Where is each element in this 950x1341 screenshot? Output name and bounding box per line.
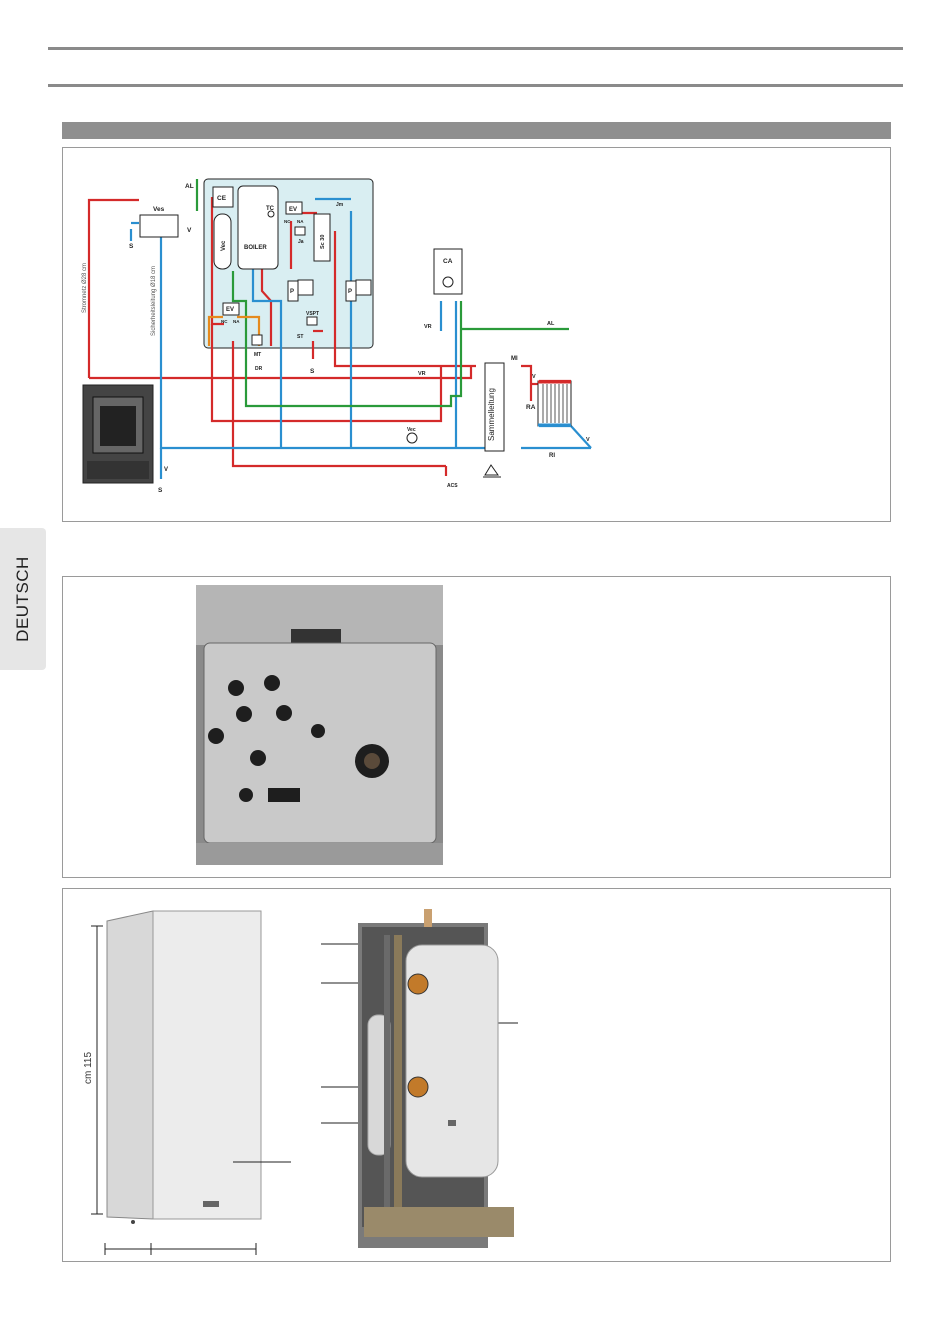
label-mt: MT: [254, 352, 262, 358]
header-rule-top: [48, 47, 903, 50]
label-dr: DR: [255, 366, 263, 372]
label-jm: Jm: [336, 202, 344, 208]
language-tab-label: DEUTSCH: [13, 556, 32, 642]
label-sc30: Sc 30: [320, 234, 326, 249]
label-st: ST: [297, 334, 304, 340]
stove-icon: [83, 385, 153, 483]
label-acs: ACS: [447, 483, 458, 489]
hydraulic-diagram-panel: [62, 147, 891, 522]
label-vr-bottom: VR: [418, 371, 426, 377]
label-tc: TC: [266, 206, 274, 212]
label-ja: Ja: [298, 239, 304, 245]
ja-box: [295, 227, 305, 235]
label-boiler: BOILER: [244, 245, 267, 251]
boiler-tank: [238, 186, 278, 269]
hydraulic-diagram: [63, 148, 890, 521]
label-na-top: NA: [297, 219, 304, 224]
label-sicherheitsleitung: Sicherheitsleitung Ø18 cm: [151, 265, 157, 336]
label-al-top: AL: [185, 183, 194, 190]
pump-right-coil: [356, 280, 371, 295]
label-nc-top: NC: [284, 219, 291, 224]
label-ra: RA: [526, 404, 536, 411]
section-band: [62, 122, 891, 139]
label-ca: CA: [443, 258, 453, 265]
mt-valve: [252, 335, 262, 345]
header-rule-bottom: [48, 84, 903, 87]
label-vec-tank: Vec: [221, 240, 227, 251]
ca-pump-icon: [443, 277, 453, 287]
label-nc-bottom: NC: [221, 319, 228, 324]
label-v-bottom: V: [164, 467, 169, 473]
label-vec-bottom: Vec: [407, 427, 416, 433]
radiator-icon: [538, 381, 571, 426]
label-s-top: S: [129, 243, 134, 250]
label-ev-bottom: EV: [226, 307, 235, 313]
label-stromnetz: Stromnetz Ø28 cm: [82, 262, 88, 313]
unit-photos-panel: [62, 888, 891, 1262]
label-vspt: VSPT: [306, 311, 320, 317]
label-vr-top: VR: [424, 324, 432, 330]
label-ev-top: EV: [289, 207, 298, 213]
label-ri: RI: [549, 453, 555, 459]
label-v-mi: V: [532, 374, 536, 380]
vspt-valve: [307, 317, 317, 325]
vec-gauge-icon: [407, 433, 417, 443]
label-v-top: V: [187, 227, 192, 234]
label-s-bottom: S: [158, 487, 163, 494]
ves-box: [140, 215, 178, 237]
connections-photo: [196, 585, 443, 865]
label-p-right: P: [348, 289, 353, 295]
label-mi: MI: [511, 356, 518, 362]
label-s-mid: S: [310, 368, 315, 375]
label-sammelleitung: Sammelleitung: [487, 388, 496, 441]
connections-photo-panel: [62, 576, 891, 878]
label-ves: Ves: [153, 206, 165, 213]
pump-left-coil: [298, 280, 313, 295]
unit-interior-photo: [318, 907, 548, 1257]
label-al-right: AL: [547, 321, 555, 327]
label-na-bottom: NA: [233, 319, 240, 324]
label-ce: CE: [217, 195, 227, 202]
height-dimension-label: cm 115: [83, 1051, 94, 1084]
label-p-left: P: [290, 289, 295, 295]
ground-icon: [483, 465, 501, 477]
label-v-ri: V: [586, 437, 590, 443]
language-tab[interactable]: [0, 528, 46, 670]
